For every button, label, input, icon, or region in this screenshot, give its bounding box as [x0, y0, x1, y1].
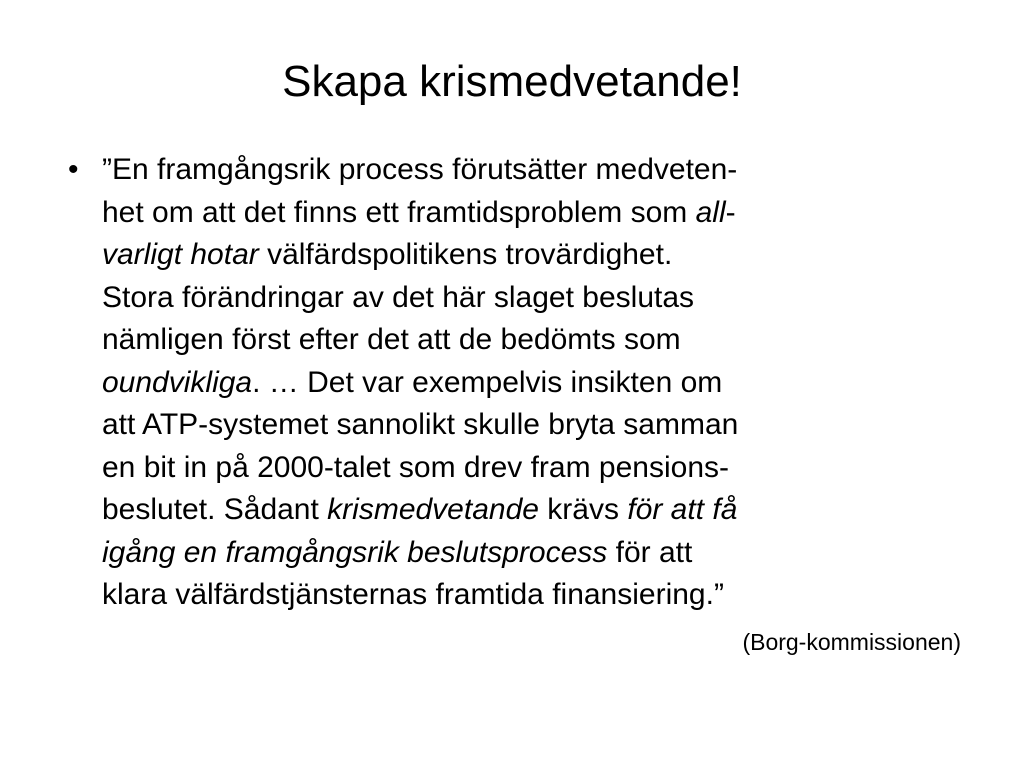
- quote-line: [102, 277, 982, 320]
- quote-segment: välfärdspolitikens trovärdighet.: [258, 238, 673, 271]
- quote-line: [102, 149, 982, 192]
- quote-text: [102, 149, 982, 617]
- quote-line: [102, 319, 982, 362]
- quote-segment: ”En framgångsrik process förutsätter medveten-: [102, 153, 738, 186]
- quote-segment: Stora förändringar av det här slaget beslutas: [102, 280, 695, 314]
- quote-emphasis: för att få: [627, 493, 738, 526]
- quote-segment: . … Det var exempelvis insikten om: [252, 365, 723, 399]
- quote-line: [102, 447, 982, 490]
- quote-segment: -: [725, 195, 736, 229]
- quote-line: [102, 234, 982, 277]
- quote-source: (Borg-kommissionen): [742, 629, 961, 655]
- quote-emphasis: oundvikliga: [102, 365, 253, 399]
- quote-line: [102, 574, 982, 617]
- quote-segment: nämligen först efter det att de bedömts som: [102, 323, 681, 356]
- quote-emphasis: krismedvetande: [327, 493, 539, 526]
- quote-line: [102, 404, 982, 447]
- quote-line: [102, 192, 982, 235]
- quote-segment: beslutet. Sådant: [102, 493, 328, 526]
- quote-segment: klara välfärdstjänsternas framtida finansiering.”: [102, 578, 724, 611]
- quote-emphasis: igång en framgångsrik beslutsprocess: [102, 535, 608, 569]
- slide-title: Skapa krismedvetande!: [282, 57, 742, 106]
- quote-emphasis: all: [695, 195, 726, 229]
- quote-line: [102, 489, 982, 532]
- quote-segment: för att: [607, 535, 693, 569]
- quote-segment: att ATP-systemet sannolikt skulle bryta samman: [102, 408, 739, 441]
- quote-segment: krävs: [538, 493, 628, 526]
- quote-line: [102, 532, 982, 575]
- bullet-icon: •: [68, 153, 79, 186]
- quote-segment: en bit in på 2000-talet som drev fram pensions-: [102, 450, 729, 484]
- quote-segment: het om att det finns ett framtidsproblem som: [102, 195, 696, 229]
- quote-line: [102, 362, 982, 405]
- quote-emphasis: varligt hotar: [102, 238, 259, 271]
